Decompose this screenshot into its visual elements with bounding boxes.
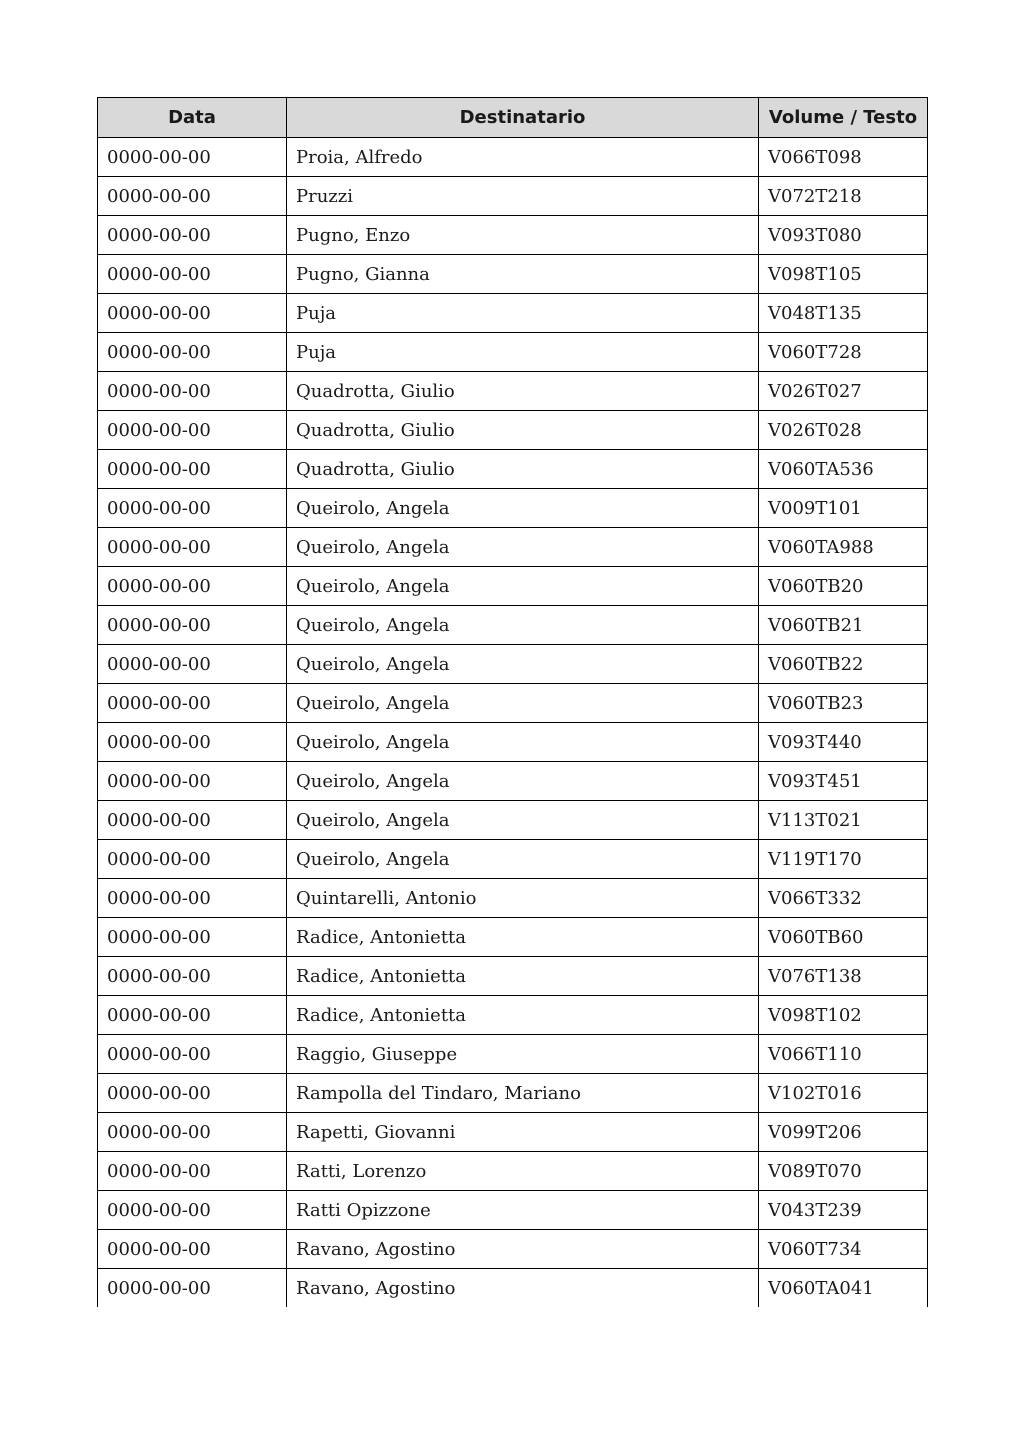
table-row xyxy=(98,411,928,450)
cell-destinatario: Puja xyxy=(287,333,759,372)
cell-date: 0000-00-00 xyxy=(98,840,287,879)
cell-volume-testo: V066T332 xyxy=(759,879,928,918)
cell-destinatario: Ratti Opizzone xyxy=(287,1191,759,1230)
cell-date: 0000-00-00 xyxy=(98,684,287,723)
cell-destinatario: Queirolo, Angela xyxy=(287,801,759,840)
cell-destinatario: Queirolo, Angela xyxy=(287,567,759,606)
cell-date: 0000-00-00 xyxy=(98,957,287,996)
table-row xyxy=(98,645,928,684)
table-row xyxy=(98,840,928,879)
cell-date: 0000-00-00 xyxy=(98,216,287,255)
cell-destinatario: Queirolo, Angela xyxy=(287,723,759,762)
cell-destinatario: Queirolo, Angela xyxy=(287,489,759,528)
cell-destinatario: Rapetti, Giovanni xyxy=(287,1113,759,1152)
cell-volume-testo: V093T451 xyxy=(759,762,928,801)
document-page xyxy=(97,97,927,1307)
cell-destinatario: Pugno, Enzo xyxy=(287,216,759,255)
cell-volume-testo: V093T080 xyxy=(759,216,928,255)
table-row xyxy=(98,957,928,996)
cell-destinatario: Raggio, Giuseppe xyxy=(287,1035,759,1074)
table-row xyxy=(98,567,928,606)
cell-volume-testo: V098T105 xyxy=(759,255,928,294)
cell-volume-testo: V093T440 xyxy=(759,723,928,762)
cell-date: 0000-00-00 xyxy=(98,918,287,957)
cell-destinatario: Puja xyxy=(287,294,759,333)
table-row xyxy=(98,216,928,255)
table-row xyxy=(98,333,928,372)
cell-date: 0000-00-00 xyxy=(98,1074,287,1113)
table-row xyxy=(98,606,928,645)
cell-volume-testo: V060T734 xyxy=(759,1230,928,1269)
cell-date: 0000-00-00 xyxy=(98,372,287,411)
header-volume-testo: Volume / Testo xyxy=(759,98,928,138)
cell-date: 0000-00-00 xyxy=(98,1191,287,1230)
table-row xyxy=(98,450,928,489)
cell-volume-testo: V099T206 xyxy=(759,1113,928,1152)
cell-date: 0000-00-00 xyxy=(98,801,287,840)
cell-date: 0000-00-00 xyxy=(98,177,287,216)
cell-destinatario: Quadrotta, Giulio xyxy=(287,411,759,450)
table-row xyxy=(98,294,928,333)
cell-volume-testo: V102T016 xyxy=(759,1074,928,1113)
table-row xyxy=(98,684,928,723)
cell-volume-testo: V043T239 xyxy=(759,1191,928,1230)
cell-date: 0000-00-00 xyxy=(98,762,287,801)
cell-date: 0000-00-00 xyxy=(98,567,287,606)
table-row xyxy=(98,996,928,1035)
table-row xyxy=(98,762,928,801)
table-row xyxy=(98,138,928,177)
cell-date: 0000-00-00 xyxy=(98,645,287,684)
cell-volume-testo: V089T070 xyxy=(759,1152,928,1191)
cell-volume-testo: V060TA041 xyxy=(759,1269,928,1308)
cell-destinatario: Queirolo, Angela xyxy=(287,645,759,684)
cell-date: 0000-00-00 xyxy=(98,450,287,489)
cell-volume-testo: V026T027 xyxy=(759,372,928,411)
cell-destinatario: Ravano, Agostino xyxy=(287,1269,759,1308)
table-row xyxy=(98,177,928,216)
cell-volume-testo: V098T102 xyxy=(759,996,928,1035)
cell-destinatario: Quintarelli, Antonio xyxy=(287,879,759,918)
table-row xyxy=(98,1230,928,1269)
cell-volume-testo: V060TB21 xyxy=(759,606,928,645)
cell-volume-testo: V060TB22 xyxy=(759,645,928,684)
cell-date: 0000-00-00 xyxy=(98,1269,287,1308)
table-row xyxy=(98,879,928,918)
cell-date: 0000-00-00 xyxy=(98,294,287,333)
cell-destinatario: Rampolla del Tindaro, Mariano xyxy=(287,1074,759,1113)
cell-volume-testo: V113T021 xyxy=(759,801,928,840)
cell-date: 0000-00-00 xyxy=(98,411,287,450)
table-header-row xyxy=(98,98,928,138)
table-row xyxy=(98,489,928,528)
cell-date: 0000-00-00 xyxy=(98,255,287,294)
cell-destinatario: Radice, Antonietta xyxy=(287,918,759,957)
cell-volume-testo: V060TA536 xyxy=(759,450,928,489)
cell-date: 0000-00-00 xyxy=(98,138,287,177)
cell-date: 0000-00-00 xyxy=(98,879,287,918)
table-row xyxy=(98,1074,928,1113)
cell-volume-testo: V048T135 xyxy=(759,294,928,333)
header-data: Data xyxy=(98,98,287,138)
table-row xyxy=(98,1152,928,1191)
cell-date: 0000-00-00 xyxy=(98,1113,287,1152)
table-body xyxy=(98,138,928,1308)
cell-volume-testo: V119T170 xyxy=(759,840,928,879)
cell-volume-testo: V060TB23 xyxy=(759,684,928,723)
cell-destinatario: Queirolo, Angela xyxy=(287,528,759,567)
cell-destinatario: Pruzzi xyxy=(287,177,759,216)
cell-date: 0000-00-00 xyxy=(98,333,287,372)
cell-date: 0000-00-00 xyxy=(98,996,287,1035)
cell-destinatario: Ravano, Agostino xyxy=(287,1230,759,1269)
table-row xyxy=(98,801,928,840)
cell-destinatario: Proia, Alfredo xyxy=(287,138,759,177)
cell-volume-testo: V060TB60 xyxy=(759,918,928,957)
table-row xyxy=(98,1035,928,1074)
cell-volume-testo: V066T098 xyxy=(759,138,928,177)
table-row xyxy=(98,528,928,567)
table-row xyxy=(98,372,928,411)
cell-volume-testo: V026T028 xyxy=(759,411,928,450)
cell-volume-testo: V060TA988 xyxy=(759,528,928,567)
cell-volume-testo: V009T101 xyxy=(759,489,928,528)
cell-volume-testo: V066T110 xyxy=(759,1035,928,1074)
table-row xyxy=(98,1269,928,1308)
cell-volume-testo: V072T218 xyxy=(759,177,928,216)
cell-destinatario: Radice, Antonietta xyxy=(287,957,759,996)
cell-date: 0000-00-00 xyxy=(98,528,287,567)
cell-date: 0000-00-00 xyxy=(98,1035,287,1074)
cell-date: 0000-00-00 xyxy=(98,723,287,762)
table-row xyxy=(98,1113,928,1152)
table-row xyxy=(98,918,928,957)
cell-date: 0000-00-00 xyxy=(98,489,287,528)
letters-table xyxy=(97,97,928,1307)
cell-date: 0000-00-00 xyxy=(98,1230,287,1269)
cell-volume-testo: V076T138 xyxy=(759,957,928,996)
cell-volume-testo: V060TB20 xyxy=(759,567,928,606)
table-row xyxy=(98,723,928,762)
cell-destinatario: Quadrotta, Giulio xyxy=(287,372,759,411)
cell-volume-testo: V060T728 xyxy=(759,333,928,372)
cell-date: 0000-00-00 xyxy=(98,1152,287,1191)
cell-date: 0000-00-00 xyxy=(98,606,287,645)
cell-destinatario: Pugno, Gianna xyxy=(287,255,759,294)
table-row xyxy=(98,1191,928,1230)
cell-destinatario: Ratti, Lorenzo xyxy=(287,1152,759,1191)
cell-destinatario: Quadrotta, Giulio xyxy=(287,450,759,489)
cell-destinatario: Queirolo, Angela xyxy=(287,840,759,879)
cell-destinatario: Queirolo, Angela xyxy=(287,762,759,801)
table-row xyxy=(98,255,928,294)
header-destinatario: Destinatario xyxy=(287,98,759,138)
cell-destinatario: Radice, Antonietta xyxy=(287,996,759,1035)
cell-destinatario: Queirolo, Angela xyxy=(287,606,759,645)
cell-destinatario: Queirolo, Angela xyxy=(287,684,759,723)
